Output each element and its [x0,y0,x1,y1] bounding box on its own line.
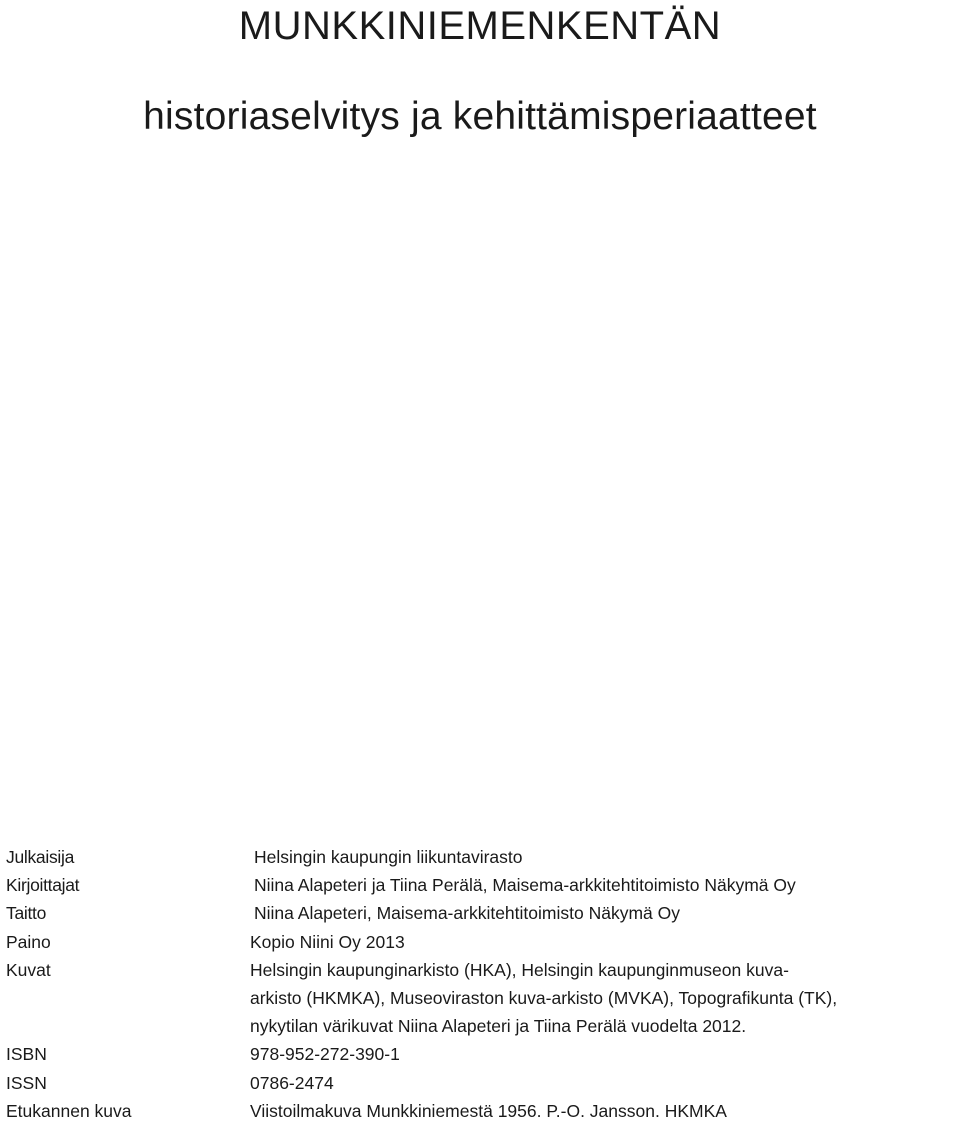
colophon-row-issn [6,1069,956,1097]
layout-value: Niina Alapeteri, Maisema-arkkitehtitoimisto Näkymä Oy [254,903,680,924]
print-value: Kopio Niini Oy 2013 [250,931,405,952]
colophon-row-print [6,928,956,956]
images-label: Kuvat [6,959,51,980]
colophon-row-layout [6,899,956,927]
isbn-value: 978-952-272-390-1 [250,1044,400,1065]
authors-value: Niina Alapeteri ja Tiina Perälä, Maisema-arkkitehtitoimisto Näkymä Oy [254,875,796,896]
issn-label: ISSN [6,1072,47,1093]
colophon [6,843,956,1125]
colophon-row-images [6,956,956,1041]
page-subtitle: historiaselvitys ja kehittämisperiaatteet [143,95,817,138]
colophon-row-isbn [6,1040,956,1068]
issn-value: 0786-2474 [250,1072,334,1093]
colophon-row-cover-image [6,1097,956,1125]
print-label: Paino [6,931,51,952]
page-title: MUNKKINIEMENKENTÄN [238,4,722,48]
cover-image-label: Etukannen kuva [6,1100,132,1121]
cover-image-value: Viistoilmakuva Munkkiniemestä 1956. P.-O. Jansson. HKMKA [250,1100,727,1121]
layout-label: Taitto [6,903,47,924]
isbn-label: ISBN [6,1044,47,1065]
authors-label: Kirjoittajat [6,875,80,896]
publisher-label: Julkaisija [6,847,74,867]
colophon-row-authors [6,871,956,899]
colophon-row-publisher [6,843,956,871]
publisher-value: Helsingin kaupungin liikuntavirasto [254,847,523,867]
images-value: Helsingin kaupunginarkisto (HKA), Helsingin kaupunginmuseon kuva- arkisto (HKMKA), Museoviraston kuva-arkisto (MVKA), Topografikunta (TK), nykytilan värikuvat Niina Alapeteri ja Tiina Perälä vuodelta 2012. [250,959,838,1037]
